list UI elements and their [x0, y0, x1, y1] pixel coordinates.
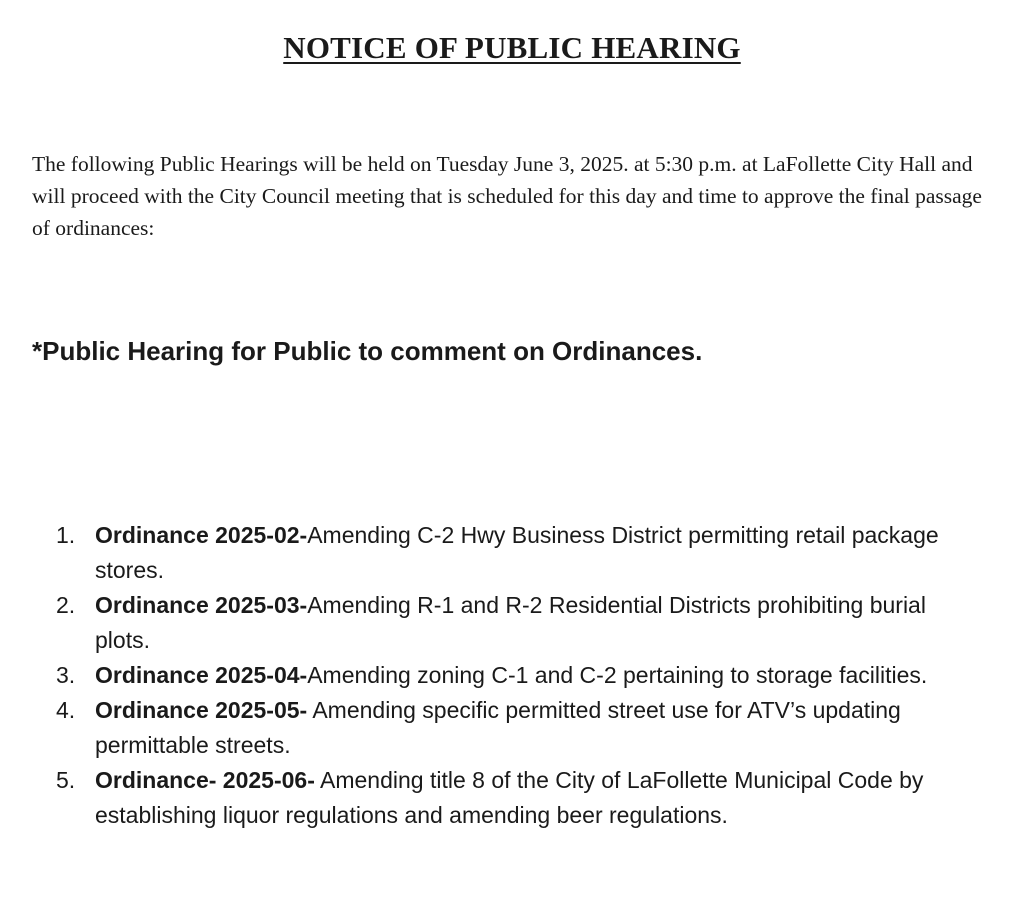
ordinance-title: Ordinance- 2025-06- [95, 767, 315, 793]
page-title [0, 30, 1024, 66]
ordinance-number: 3. [56, 662, 76, 688]
ordinance-body [95, 693, 976, 763]
ordinance-description: Amending title 8 of the City of LaFollette Municipal Code by establishing liquor regulations and amending beer regulations. [95, 767, 924, 828]
ordinance-body [95, 763, 976, 833]
ordinance-number: 2. [56, 592, 76, 618]
ordinance-body [95, 518, 976, 588]
ordinance-title: Ordinance 2025-04- [95, 662, 308, 688]
ordinance-description: Amending C-2 Hwy Business District permitting retail package stores. [95, 522, 939, 583]
page-title-text: NOTICE OF PUBLIC HEARING [283, 30, 741, 65]
ordinance-item [56, 693, 976, 763]
ordinance-description: Amending R-1 and R-2 Residential Districts prohibiting burial plots. [95, 592, 926, 653]
ordinance-description: Amending zoning C-1 and C-2 pertaining to storage facilities. [307, 662, 928, 688]
ordinance-number: 4. [56, 697, 76, 723]
ordinance-title: Ordinance 2025-05- [95, 697, 308, 723]
ordinance-title: Ordinance 2025-03- [95, 592, 308, 618]
ordinance-item [56, 658, 976, 693]
ordinance-body [95, 588, 976, 658]
ordinance-item [56, 588, 976, 658]
ordinance-number: 1. [56, 522, 76, 548]
ordinance-item [56, 763, 976, 833]
ordinance-description: Amending specific permitted street use for ATV’s updating permittable streets. [95, 697, 901, 758]
ordinance-list [56, 518, 976, 833]
ordinance-body [95, 658, 976, 693]
ordinance-item [56, 518, 976, 588]
ordinance-number: 5. [56, 767, 76, 793]
intro-paragraph: The following Public Hearings will be held on Tuesday June 3, 2025. at 5:30 p.m. at LaFollette City Hall and will proceed with the City Council meeting that is scheduled for this day and time to approve the final passage of ordinances: [32, 152, 982, 240]
section-heading: *Public Hearing for Public to comment on Ordinances. [32, 336, 703, 366]
ordinance-title: Ordinance 2025-02- [95, 522, 308, 548]
